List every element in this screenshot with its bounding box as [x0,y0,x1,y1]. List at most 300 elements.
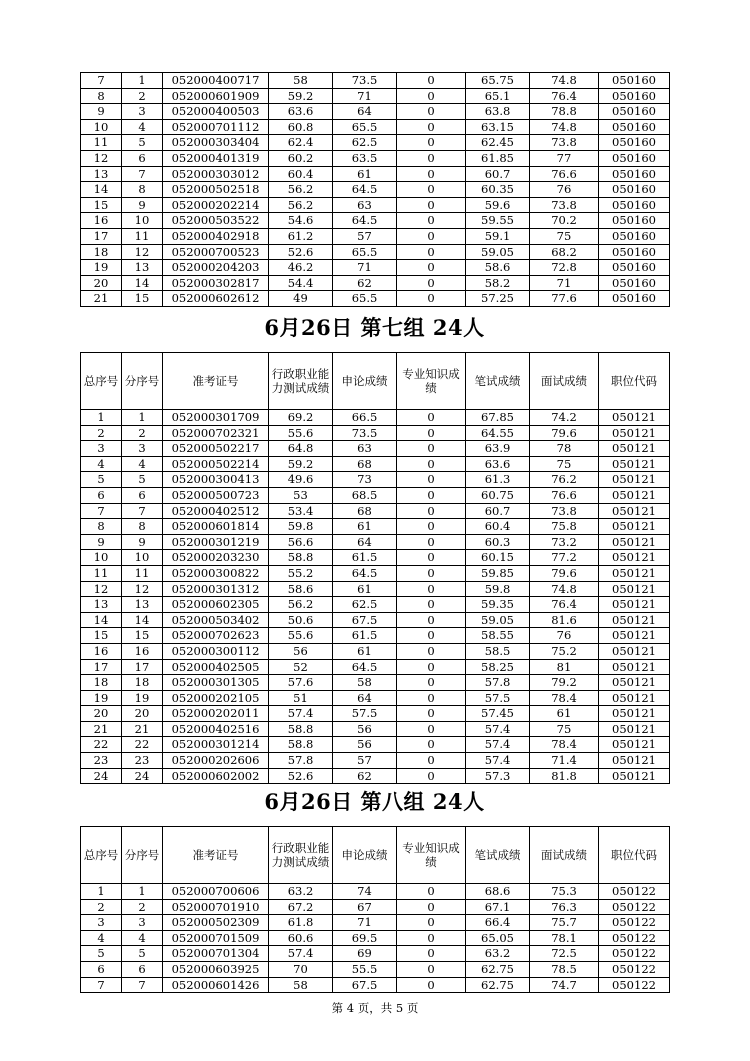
table-row [81,659,670,675]
table-cell: 51 [269,690,333,706]
table-cell: 050121 [599,768,670,784]
table-cell: 8 [122,519,163,535]
table-cell: 58.5 [466,643,530,659]
table-row [81,643,670,659]
header-total-seq: 总序号 [81,353,122,410]
table-cell: 59.6 [466,197,530,213]
header-interview-score: 面试成绩 [530,827,599,884]
table-cell: 61 [333,643,397,659]
header-exam-id: 准考证号 [163,353,269,410]
table-cell: 62 [333,275,397,291]
table-cell: 050160 [599,166,670,182]
table-cell: 050122 [599,946,670,962]
table-cell: 19 [122,690,163,706]
table-cell: 0 [397,197,466,213]
table-cell: 052000202606 [163,753,269,769]
table-cell: 63.2 [269,884,333,900]
table-cell: 050121 [599,628,670,644]
table-cell: 14 [122,275,163,291]
table-row [81,472,670,488]
table-cell: 22 [81,737,122,753]
table-cell: 64.5 [333,182,397,198]
table-cell: 050160 [599,73,670,89]
table-cell: 78 [530,441,599,457]
table-cell: 12 [122,581,163,597]
table-cell: 0 [397,150,466,166]
table-cell: 58.8 [269,721,333,737]
table-cell: 050160 [599,213,670,229]
table-cell: 63.6 [466,456,530,472]
table-cell: 17 [81,659,122,675]
table-row [81,581,670,597]
table-cell: 8 [122,182,163,198]
table-cell: 0 [397,706,466,722]
table-cell: 75.7 [530,915,599,931]
table-cell: 2 [122,88,163,104]
table-cell: 10 [122,550,163,566]
table-cell: 58.55 [466,628,530,644]
table-cell: 12 [81,150,122,166]
table-cell: 73.8 [530,503,599,519]
table-cell: 77.6 [530,291,599,307]
table-cell: 64 [333,104,397,120]
table-cell: 10 [122,213,163,229]
table-cell: 052000701304 [163,946,269,962]
table-cell: 050160 [599,119,670,135]
table-cell: 67.5 [333,612,397,628]
table-cell: 62 [333,768,397,784]
table-cell: 0 [397,88,466,104]
table-cell: 20 [81,706,122,722]
table-cell: 14 [81,182,122,198]
table-cell: 0 [397,550,466,566]
table-cell: 64.8 [269,441,333,457]
table-cell: 7 [122,977,163,993]
header-sub-seq: 分序号 [122,353,163,410]
table-row [81,706,670,722]
table-cell: 54.6 [269,213,333,229]
table-row [81,275,670,291]
table-cell: 052000302817 [163,275,269,291]
table-cell: 77.2 [530,550,599,566]
table-cell: 14 [81,612,122,628]
group8-title: 6月26日 第八组 24人 [264,789,485,814]
table-cell: 74.8 [530,581,599,597]
table-cell: 050121 [599,565,670,581]
table-cell: 0 [397,675,466,691]
table-cell: 8 [81,519,122,535]
table-cell: 4 [81,930,122,946]
table-cell: 3 [122,104,163,120]
table-cell: 050121 [599,534,670,550]
table-cell: 62.75 [466,977,530,993]
table-cell: 74.7 [530,977,599,993]
table-cell: 11 [81,135,122,151]
table-cell: 052000601909 [163,88,269,104]
table-row [81,260,670,276]
table-cell: 15 [81,197,122,213]
table-cell: 1 [122,73,163,89]
table-row [81,441,670,457]
table-cell: 60.35 [466,182,530,198]
table-row [81,88,670,104]
table-cell: 63.5 [333,150,397,166]
table-cell: 050160 [599,104,670,120]
table-cell: 0 [397,487,466,503]
table-cell: 55.6 [269,425,333,441]
table-cell: 0 [397,291,466,307]
table-cell: 050122 [599,884,670,900]
table-cell: 16 [81,643,122,659]
table-cell: 60.6 [269,930,333,946]
table-cell: 61.2 [269,228,333,244]
table-cell: 24 [81,768,122,784]
table-cell: 76.6 [530,166,599,182]
table-row [81,456,670,472]
table-cell: 052000502309 [163,915,269,931]
table-cell: 60.75 [466,487,530,503]
table-cell: 052000301219 [163,534,269,550]
table-cell: 61.3 [466,472,530,488]
table-cell: 12 [122,244,163,260]
header-written-score: 笔试成绩 [466,827,530,884]
table-cell: 052000502217 [163,441,269,457]
table-cell: 0 [397,737,466,753]
table-cell: 0 [397,768,466,784]
table-cell: 16 [122,643,163,659]
header-exam-id: 准考证号 [163,827,269,884]
header-aptitude-score: 行政职业能力测试成绩 [269,827,333,884]
table-cell: 0 [397,519,466,535]
table-row [81,104,670,120]
table-cell: 13 [122,597,163,613]
table-row [81,612,670,628]
table-cell: 0 [397,977,466,993]
table-cell: 19 [81,690,122,706]
table-cell: 0 [397,930,466,946]
table-cell: 75 [530,228,599,244]
table-cell: 56.6 [269,534,333,550]
table-cell: 63 [333,441,397,457]
table-cell: 76.6 [530,487,599,503]
table-cell: 57.45 [466,706,530,722]
table-cell: 60.4 [466,519,530,535]
group8-table-body [81,884,670,993]
table-cell: 050160 [599,228,670,244]
table-cell: 19 [81,260,122,276]
table-cell: 050121 [599,753,670,769]
table-cell: 052000502214 [163,456,269,472]
header-position-code: 职位代码 [599,827,670,884]
table-cell: 61 [530,706,599,722]
table-cell: 63.8 [466,104,530,120]
table-row [81,119,670,135]
table-cell: 64 [333,690,397,706]
table-cell: 73.8 [530,135,599,151]
table-cell: 052000702321 [163,425,269,441]
table-cell: 64 [333,534,397,550]
table-cell: 050121 [599,487,670,503]
table-row [81,166,670,182]
table-cell: 13 [81,166,122,182]
table-cell: 052000303012 [163,166,269,182]
table-cell: 76.4 [530,597,599,613]
table-cell: 7 [81,977,122,993]
table-cell: 052000301305 [163,675,269,691]
table-cell: 67.1 [466,899,530,915]
table-cell: 65.75 [466,73,530,89]
table-cell: 76 [530,182,599,198]
header-position-code: 职位代码 [599,353,670,410]
table-cell: 052000500723 [163,487,269,503]
header-row [81,353,670,410]
table-cell: 2 [81,425,122,441]
table-cell: 62.5 [333,597,397,613]
table-cell: 59.2 [269,88,333,104]
header-interview-score: 面试成绩 [530,353,599,410]
table-cell: 63 [333,197,397,213]
table-cell: 67.5 [333,977,397,993]
table-cell: 17 [122,659,163,675]
header-aptitude-score: 行政职业能力测试成绩 [269,353,333,410]
table-cell: 60.3 [466,534,530,550]
group7-table [80,352,670,784]
table-cell: 69 [333,946,397,962]
table-cell: 62.5 [333,135,397,151]
table-cell: 3 [122,441,163,457]
table-cell: 052000202011 [163,706,269,722]
table-cell: 1 [81,884,122,900]
table-cell: 18 [122,675,163,691]
table-cell: 76 [530,628,599,644]
table-cell: 4 [122,456,163,472]
table-row [81,487,670,503]
table-cell: 60.2 [269,150,333,166]
table-cell: 10 [81,119,122,135]
table-cell: 49.6 [269,472,333,488]
table-cell: 0 [397,581,466,597]
table-cell: 052000701112 [163,119,269,135]
table-cell: 052000204203 [163,260,269,276]
table-row [81,410,670,426]
table-cell: 12 [81,581,122,597]
table-cell: 21 [81,291,122,307]
table-row [81,753,670,769]
table-cell: 52 [269,659,333,675]
table-cell: 60.8 [269,119,333,135]
table-cell: 0 [397,503,466,519]
table-cell: 0 [397,104,466,120]
table-cell: 58 [269,73,333,89]
header-essay-score: 申论成绩 [333,353,397,410]
table-cell: 60.15 [466,550,530,566]
table-cell: 71.4 [530,753,599,769]
table-cell: 0 [397,753,466,769]
group7-title: 6月26日 第七组 24人 [264,315,485,340]
table-cell: 20 [81,275,122,291]
table-cell: 24 [122,768,163,784]
header-row [81,827,670,884]
header-professional-score: 专业知识成绩 [397,353,466,410]
table-cell: 50.6 [269,612,333,628]
table-cell: 57.4 [466,721,530,737]
table-cell: 61 [333,581,397,597]
table-cell: 5 [122,472,163,488]
table-cell: 21 [81,721,122,737]
table-cell: 052000203230 [163,550,269,566]
table-cell: 72.5 [530,946,599,962]
table-cell: 0 [397,612,466,628]
table-cell: 58.6 [466,260,530,276]
table-cell: 0 [397,643,466,659]
table-cell: 0 [397,721,466,737]
table-cell: 69.2 [269,410,333,426]
table-cell: 050121 [599,612,670,628]
table-cell: 052000300413 [163,472,269,488]
group7-table-body [81,410,670,784]
table-row [81,519,670,535]
table-cell: 9 [81,534,122,550]
table-cell: 65.5 [333,291,397,307]
table-cell: 050160 [599,197,670,213]
table-cell: 74.8 [530,119,599,135]
table-cell: 050121 [599,737,670,753]
table-row [81,930,670,946]
table-row [81,135,670,151]
table-cell: 052000601426 [163,977,269,993]
table-cell: 52.6 [269,244,333,260]
table-cell: 0 [397,260,466,276]
table-cell: 58 [269,977,333,993]
table-cell: 052000603925 [163,961,269,977]
table-cell: 76.4 [530,88,599,104]
table-cell: 76.2 [530,472,599,488]
table-cell: 57.3 [466,768,530,784]
table-cell: 65.5 [333,119,397,135]
table-cell: 4 [81,456,122,472]
table-cell: 56 [269,643,333,659]
table-cell: 052000602612 [163,291,269,307]
table-cell: 64.5 [333,659,397,675]
group6-continued-table [80,72,670,307]
table-row [81,425,670,441]
table-cell: 11 [122,228,163,244]
table-cell: 0 [397,166,466,182]
table-cell: 73.5 [333,425,397,441]
table-cell: 59.85 [466,565,530,581]
table-cell: 71 [333,88,397,104]
table-cell: 59.2 [269,456,333,472]
table-cell: 57.25 [466,291,530,307]
table-row [81,721,670,737]
table-cell: 0 [397,244,466,260]
table-cell: 15 [122,628,163,644]
table-cell: 54.4 [269,275,333,291]
table-cell: 65.05 [466,930,530,946]
table-cell: 56.2 [269,597,333,613]
table-cell: 57 [333,753,397,769]
table-cell: 81 [530,659,599,675]
table-cell: 14 [122,612,163,628]
table-cell: 55.6 [269,628,333,644]
table-cell: 78.1 [530,930,599,946]
table-cell: 052000602002 [163,768,269,784]
table-cell: 052000300822 [163,565,269,581]
table-cell: 0 [397,961,466,977]
table-cell: 6 [81,961,122,977]
table-cell: 57.6 [269,675,333,691]
header-essay-score: 申论成绩 [333,827,397,884]
table-row [81,768,670,784]
table-cell: 57 [333,228,397,244]
table-cell: 052000300112 [163,643,269,659]
table-cell: 0 [397,884,466,900]
table-cell: 050160 [599,150,670,166]
table-row [81,675,670,691]
table-cell: 78.4 [530,737,599,753]
table-row [81,73,670,89]
table-cell: 75.8 [530,519,599,535]
table-cell: 59.05 [466,244,530,260]
table-cell: 050121 [599,675,670,691]
table-cell: 67 [333,899,397,915]
table-cell: 74 [333,884,397,900]
table-cell: 57.8 [269,753,333,769]
table-cell: 4 [122,119,163,135]
table-cell: 13 [122,260,163,276]
table-cell: 5 [81,946,122,962]
table-cell: 59.05 [466,612,530,628]
table-cell: 052000503522 [163,213,269,229]
table-cell: 9 [122,197,163,213]
table-cell: 4 [122,930,163,946]
table-cell: 050160 [599,88,670,104]
table-cell: 050160 [599,291,670,307]
group8-table-header [81,827,670,884]
table-cell: 59.8 [269,519,333,535]
table-cell: 74.2 [530,410,599,426]
table-cell: 81.8 [530,768,599,784]
table-row [81,884,670,900]
table-cell: 61.5 [333,628,397,644]
table-cell: 050160 [599,260,670,276]
table-cell: 052000402512 [163,503,269,519]
table-cell: 052000400503 [163,104,269,120]
table-row [81,628,670,644]
table-row [81,244,670,260]
table-cell: 050121 [599,581,670,597]
table-cell: 75 [530,721,599,737]
table-cell: 73.8 [530,197,599,213]
table-cell: 0 [397,119,466,135]
table-cell: 71 [333,260,397,276]
table-cell: 0 [397,690,466,706]
table-cell: 68.6 [466,884,530,900]
table-cell: 050121 [599,659,670,675]
table-cell: 050160 [599,244,670,260]
table-cell: 3 [122,915,163,931]
table-cell: 62.4 [269,135,333,151]
table-cell: 052000400717 [163,73,269,89]
table-row [81,503,670,519]
table-cell: 0 [397,597,466,613]
table-row [81,197,670,213]
table-cell: 67.2 [269,899,333,915]
table-cell: 64.55 [466,425,530,441]
group7-table-header [81,353,670,410]
table-cell: 052000701910 [163,899,269,915]
table-row [81,961,670,977]
